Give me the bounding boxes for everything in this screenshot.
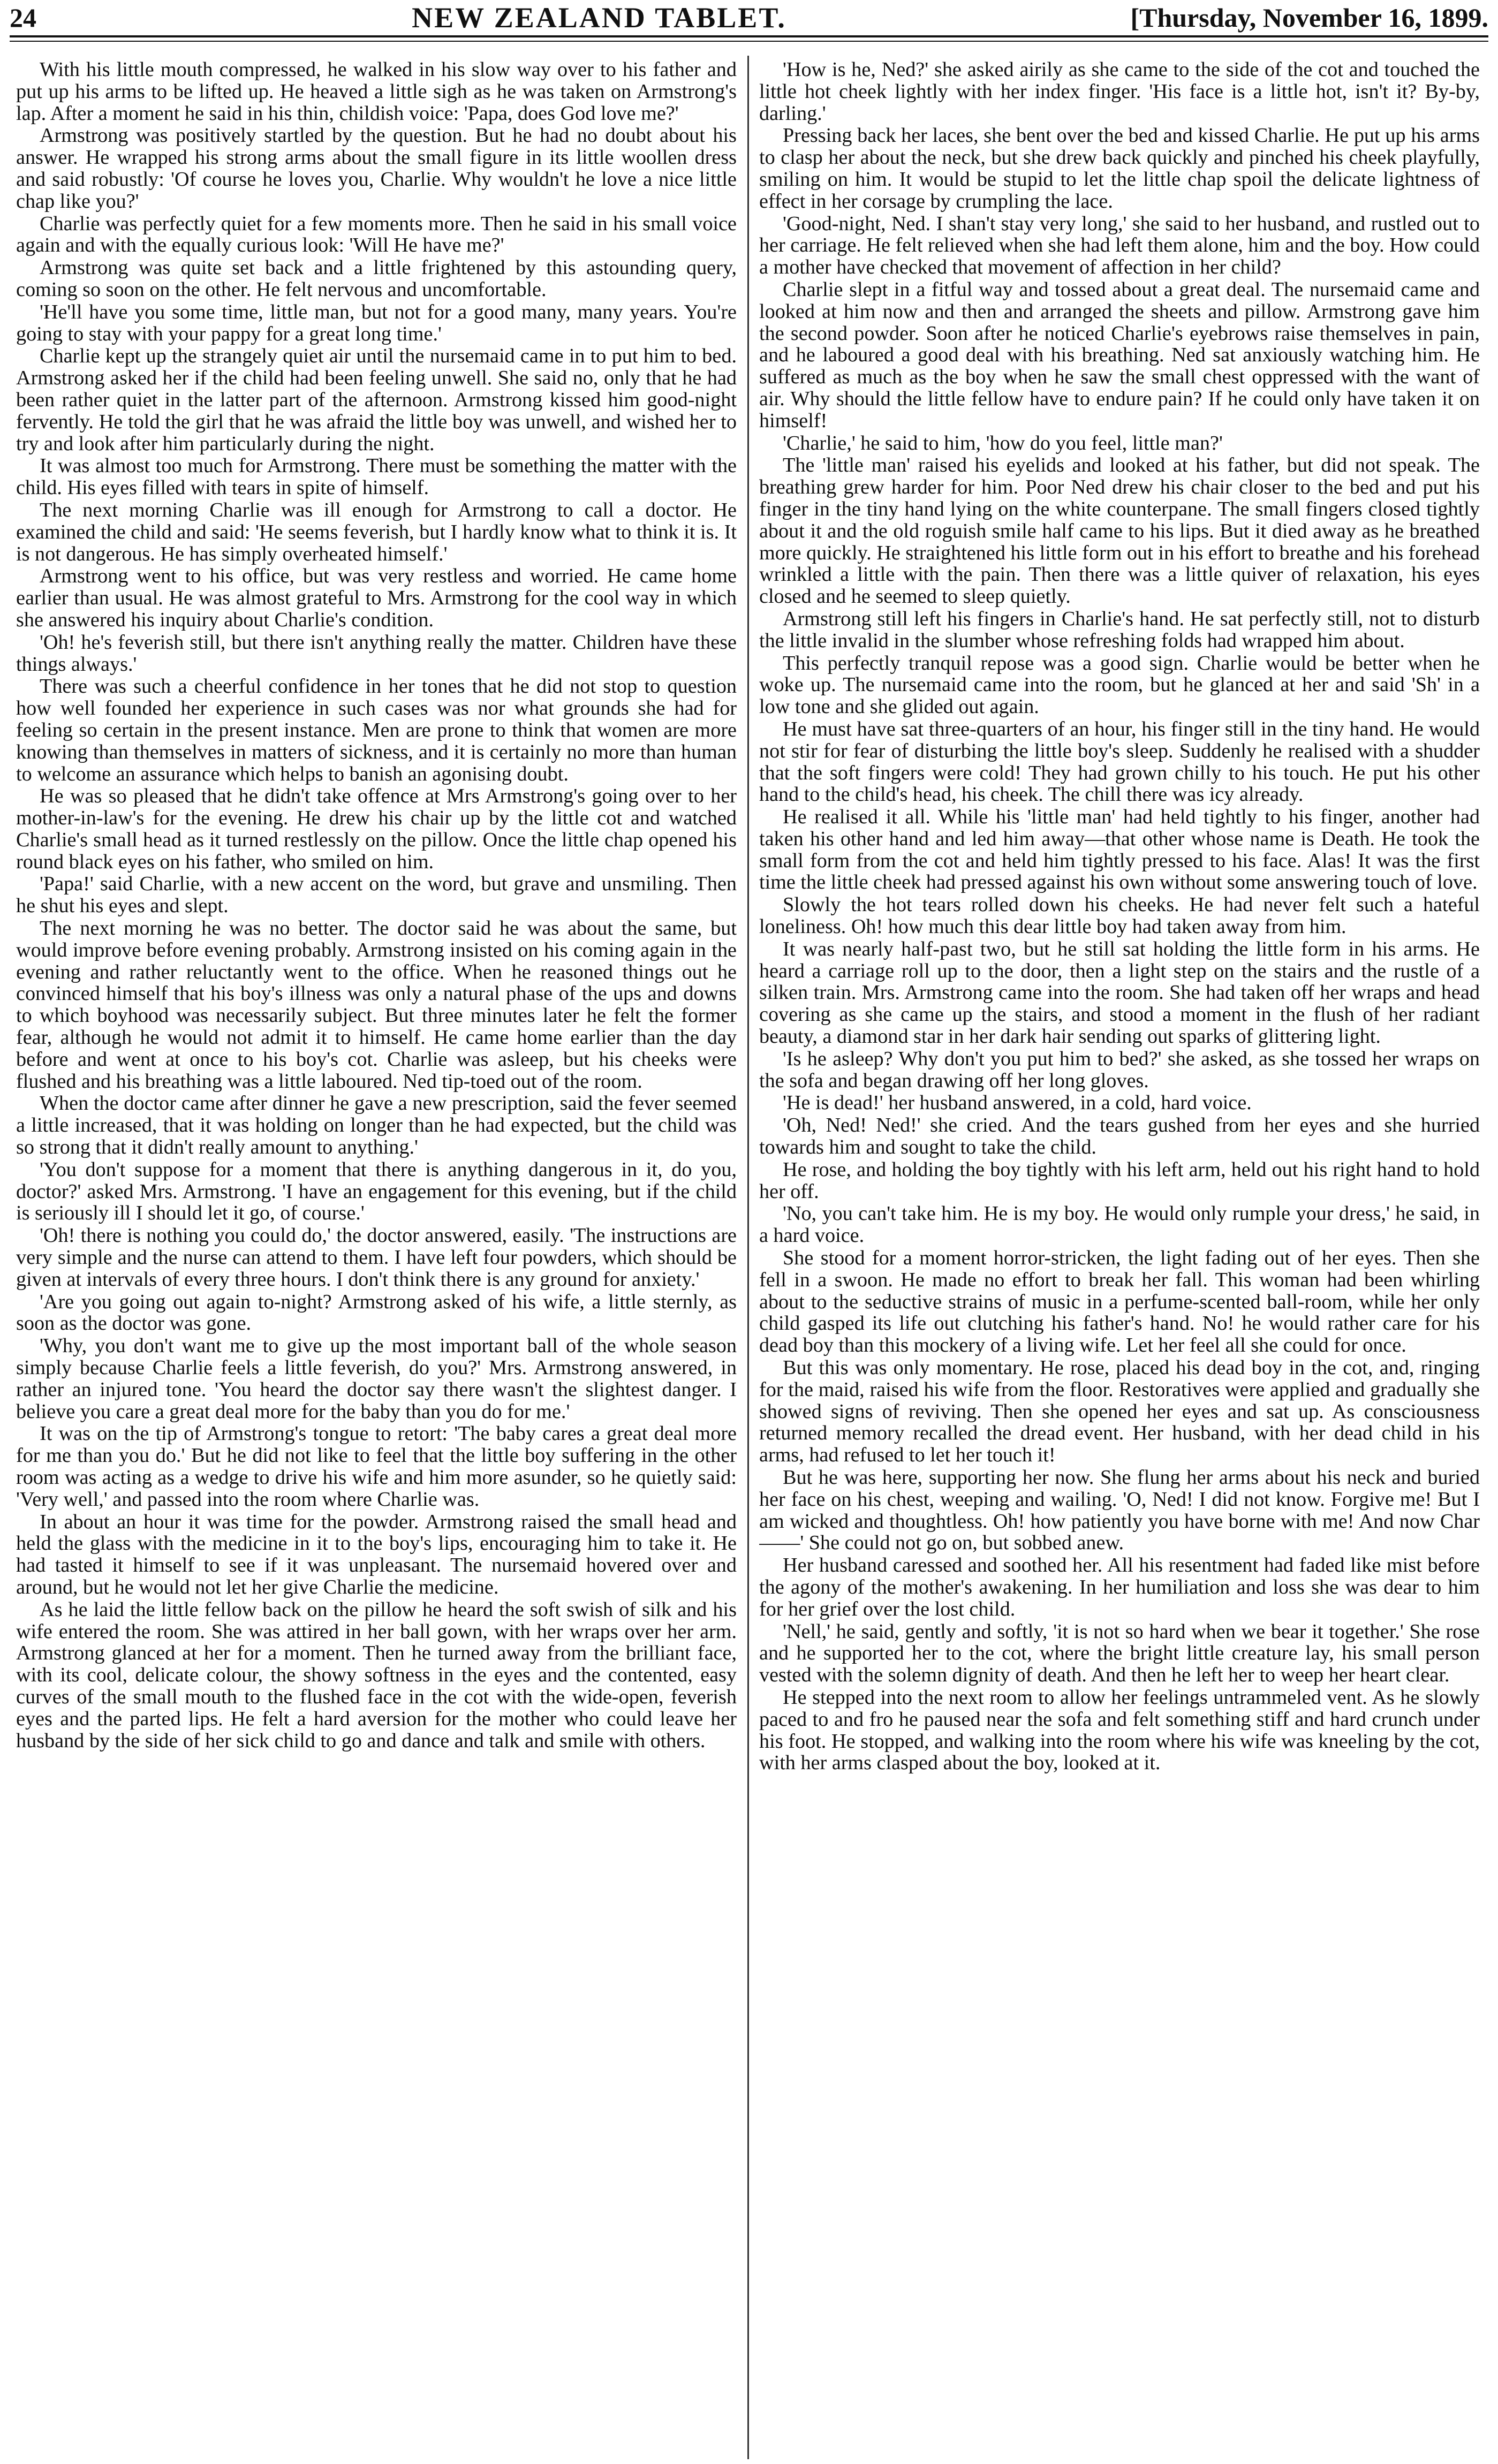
paragraph: Armstrong was quite set back and a little frightened by this astounding query, coming so soon on the other. He felt nervous and uncomfortable. [16,256,737,301]
paragraph: 'Charlie,' he said to him, 'how do you feel, little man?' [783,431,1223,454]
paragraph: 'He is dead!' her husband answered, in a cold, hard voice. [783,1091,1252,1115]
paragraph: Charlie kept up the strangely quiet air until the nursemaid came in to put him to bed. Armstrong asked her if the child had been feeling unwell. She said no, only that he had been rather quiet in the latter part of the afternoon. Armstrong kissed him good-night fervently. He told the girl that he was afraid the little boy was unwell, and wished her to try and look after him particularly during the night. [16,345,737,455]
paragraph: In about an hour it was time for the powder. Armstrong raised the small head and held the glass with the medicine in it to the boy's lips, encouraging him to take it. He had tasted it himself to see if it was unpleasant. The nursemaid hovered over and around, but he would not let her give Charlie the medicine. [16,1510,737,1598]
paragraph: 'Nell,' he said, gently and softly, 'it is not so hard when we bear it together.' She rose and he supported her to the cot, where the bright little creature lay, his small person vested with the solemn dignity of death. And then he left her to weep her heart clear. [759,1620,1480,1687]
paragraph: 'He'll have you some time, little man, but not for a good many, many years. You're going to stay with your pappy for a great long time.' [16,300,737,345]
paragraph: 'No, you can't take him. He is my boy. He would only rumple your dress,' he said, in a hard voice. [759,1202,1480,1247]
paragraph: 'Is he asleep? Why don't you put him to bed?' she asked, as she tossed her wraps on the sofa and began drawing off her long gloves. [759,1047,1480,1092]
paragraph: 'You don't suppose for a moment that there is anything dangerous in it, do you, doctor?' asked Mrs. Armstrong. 'I have an engagement for this evening, but if the child is seriously ill I should let it go, of course.' [16,1158,737,1225]
paragraph: There was such a cheerful confidence in her tones that he did not stop to question how well founded her experience in such cases was nor what grounds she had for feeling so certain in the present instance. Men are prone to think that women are more knowing than themselves in matters of sickness, and it is certainly no more than human to welcome an assurance which helps to banish an agonising doubt. [16,675,737,785]
paragraph: Armstrong went to his office, but was very restless and worried. He came home earlier than usual. He was almost grateful to Mrs. Armstrong for the cool way in which she answered his inquiry about Charlie's condition. [16,565,737,631]
paragraph: Armstrong still left his fingers in Charlie's hand. He sat perfectly still, not to disturb the little invalid in the slumber whose refreshing folds had wrapped him about. [759,607,1480,652]
paragraph: It was almost too much for Armstrong. There must be something the matter with the child. His eyes filled with tears in spite of himself. [16,454,737,499]
paragraph: But he was here, supporting her now. She flung her arms about his neck and buried her face on his chest, weeping and wailing. 'O, Ned! I did not know. Forgive me! But I am wicked and thoughtless. Oh! how patiently you have borne with me! And now Char——' She could not go on, but sobbed anew. [759,1466,1480,1555]
paragraph: This perfectly tranquil repose was a good sign. Charlie would be better when he woke up. The nursemaid came into the room, but he glanced at her and said 'Sh' in a low tone and she glided out again. [759,651,1480,718]
page-number: 24 [10,3,36,33]
paragraph: 'Are you going out again to-night? Armstrong asked of his wife, a little sternly, as soon as the doctor was gone. [16,1290,737,1335]
paragraph: As he laid the little fellow back on the pillow he heard the soft swish of silk and his wife entered the room. She was attired in her ball gown, with her wraps over her arm. Armstrong glanced at her for a moment. Then he turned away from the brilliant face, with its cool, delicate colour, the showy softness in the eyes and the contented, easy curves of the small mouth to the flushed face in the cot with the wide-open, feverish eyes and the parted lips. He felt a hard aversion for the mother who could leave her husband by the side of her sick child to go and dance and talk and smile with others. [16,1598,737,1752]
masthead [10,0,1488,37]
paragraph: When the doctor came after dinner he gave a new prescription, said the fever seemed a little increased, that it was holding on longer than he had expected, but the child was so strong that it didn't really amount to anything.' [16,1092,737,1159]
paragraph: 'Oh, Ned! Ned!' she cried. And the tears gushed from her eyes and she hurried towards him and sought to take the child. [759,1114,1480,1159]
paragraph: The next morning he was no better. The doctor said he was about the same, but would improve before evening probably. Armstrong insisted on his coming again in the evening and rather reluctantly went to the office. When he reasoned things out he convinced himself that his boy's illness was only a natural phase of the ups and downs to which boyhood was necessarily subject. But three minutes later he felt the former fear, although he would not admit it to himself. He came home earlier than the day before and went at once to his boy's cot. Charlie was asleep, but his cheeks were flushed and his breathing was a little laboured. Ned tip-toed out of the room. [16,917,737,1093]
paragraph: Armstrong was positively startled by the question. But he had no doubt about his answer. He wrapped his strong arms about the small figure in its little woollen dress and said robustly: 'Of course he loves you, Charlie. Why wouldn't he love a nice little chap like you?' [16,124,737,213]
masthead-rule [10,41,1488,42]
paragraph: Pressing back her laces, she bent over the bed and kissed Charlie. He put up his arms to clasp her about the neck, but she drew back quickly and pinched his cheek playfully, smiling on him. It would be stupid to let the little chap spoil the delicate lightness of effect in her corsage by crumpling the lace. [759,124,1480,213]
paragraph: The next morning Charlie was ill enough for Armstrong to call a doctor. He examined the child and said: 'He seems feverish, but I hardly know what to think it is. It is not dangerous. He has simply overheated himself.' [16,498,737,565]
paragraph: 'Why, you don't want me to give up the most important ball of the whole season simply because Charlie feels a little feverish, do you?' Mrs. Armstrong answered, in rather an injured tone. 'You heard the doctor say there wasn't the slightest danger. I believe you care a great deal more for the baby than you do for me.' [16,1335,737,1423]
paragraph: 'Good-night, Ned. I shan't stay very long,' she said to her husband, and rustled out to her carriage. He felt relieved when she had left them alone, him and the boy. How could a mother have checked that movement of affection in her child? [759,212,1480,279]
paragraph: It was on the tip of Armstrong's tongue to retort: 'The baby cares a great deal more for me than you do.' But he did not like to feel that the little boy suffering in the other room was acting as a wedge to drive his wife and him more asunder, so he quietly said: 'Very well,' and passed into the room where Charlie was. [16,1422,737,1511]
paragraph: Slowly the hot tears rolled down his cheeks. He had never felt such a hateful loneliness. Oh! how much this dear little boy had taken away from him. [759,893,1480,938]
paragraph: The 'little man' raised his eyelids and looked at his father, but did not speak. The breathing grew harder for him. Poor Ned drew his chair closer to the bed and put his finger in the tiny hand lying on the white counterpane. The small fingers closed tightly about it and the old roguish smile half came to his lips. But it died away as he breathed more quickly. He straightened his little form out in his effort to breathe and his forehead wrinkled a little with the pain. Then there was a little quiver of relaxation, his eyes closed and he seemed to sleep quietly. [759,454,1480,608]
paragraph: He stepped into the next room to allow her feelings untrammeled vent. As he slowly paced to and fro he paused near the sofa and felt something stiff and hard crunch under his foot. He stopped, and walking into the room where his wife was kneeling by the cot, with her arms clasped about the boy, looked at it. [759,1686,1480,1775]
column-divider [747,56,749,2459]
paragraph: 'Oh! he's feverish still, but there isn't anything really the matter. Children have these things always.' [16,631,737,676]
right-column [759,59,1480,2452]
issue-date: [Thursday, November 16, 1899. [1130,3,1488,33]
paragraph: She stood for a moment horror-stricken, the light fading out of her eyes. Then she fell in a swoon. He made no effort to break her fall. This woman had been whirling about to the seductive strains of music in a perfume-scented ball-room, while her only child gasped its life out clutching his father's hand. No! he would rather care for his dead boy than this mockery of a living wife. Let her feel all she could for once. [759,1247,1480,1357]
paragraph: With his little mouth compressed, he walked in his slow way over to his father and put up his arms to be lifted up. He heaved a little sigh as he was taken on Armstrong's lap. After a moment he said in his thin, childish voice: 'Papa, does God love me?' [16,59,737,125]
paragraph: He realised it all. While his 'little man' had held tightly to his finger, another had taken his other hand and led him away—that other whose name is Death. He took the small form from the cot and held him tightly pressed to his face. Alas! It was the first time the little cheek had pressed against his own without some answering touch of love. [759,806,1480,894]
paragraph: It was nearly half-past two, but he still sat holding the little form in his arms. He heard a carriage roll up to the door, then a light step on the stairs and the rustle of a silken train. Mrs. Armstrong came into the room. She had taken off her wraps and head covering as she came up the stairs, and stood a moment in the flush of her radiant beauty, a diamond star in her dark hair sending out sparks of glittering light. [759,937,1480,1048]
paragraph: Charlie was perfectly quiet for a few moments more. Then he said in his small voice again and with the equally curious look: 'Will He have me?' [16,212,737,257]
paragraph: He must have sat three-quarters of an hour, his finger still in the tiny hand. He would not stir for fear of disturbing the little boy's sleep. Suddenly he realised with a shudder that the soft fingers were cold! They had grown chilly to his touch. He put his other hand to the child's head, his cheek. The chill there was icy already. [759,717,1480,806]
paragraph: 'Oh! there is nothing you could do,' the doctor answered, easily. 'The instructions are very simple and the nurse can attend to them. I have left four powders, which should be given at intervals of every three hours. I don't think there is any ground for anxiety.' [16,1224,737,1291]
paragraph: But this was only momentary. He rose, placed his dead boy in the cot, and, ringing for the maid, raised his wife from the floor. Restoratives were applied and gradually she showed signs of reviving. Then she opened her eyes and sat up. As consciousness returned memory recalled the dread event. Her husband, with her dead child in his arms, had refused to let her touch it! [759,1356,1480,1467]
paragraph: He was so pleased that he didn't take offence at Mrs Armstrong's going over to her mother-in-law's for the evening. He drew his chair up by the little cot and watched Charlie's small head as it turned restlessly on the pillow. Once the little chap opened his round black eyes on his father, who smiled on him. [16,785,737,873]
left-column [16,59,737,2452]
publication-title: NEW ZEALAND TABLET. [412,2,786,34]
paragraph: He rose, and holding the boy tightly with his left arm, held out his right hand to hold her off. [759,1158,1480,1203]
paragraph: Her husband caressed and soothed her. All his resentment had faded like mist before the agony of the mother's awakening. In her humiliation and loss she was dear to him for her grief over the lost child. [759,1554,1480,1620]
paragraph: 'How is he, Ned?' she asked airily as she came to the side of the cot and touched the little hot cheek lightly with her index finger. 'His face is a little hot, isn't it? By-by, darling.' [759,59,1480,125]
paragraph: Charlie slept in a fitful way and tossed about a great deal. The nursemaid came and looked at him now and then and arranged the sheets and pillow. Armstrong gave him the second powder. Soon after he noticed Charlie's eyebrows raise themselves in pain, and he laboured a good deal with his breathing. Ned sat anxiously watching him. He suffered as much as the boy when he saw the small chest oppressed with the want of air. Why should the little fellow have to endure pain? If he could only have taken it on himself! [759,278,1480,432]
paragraph: 'Papa!' said Charlie, with a new accent on the word, but grave and unsmiling. Then he shut his eyes and slept. [16,873,737,918]
